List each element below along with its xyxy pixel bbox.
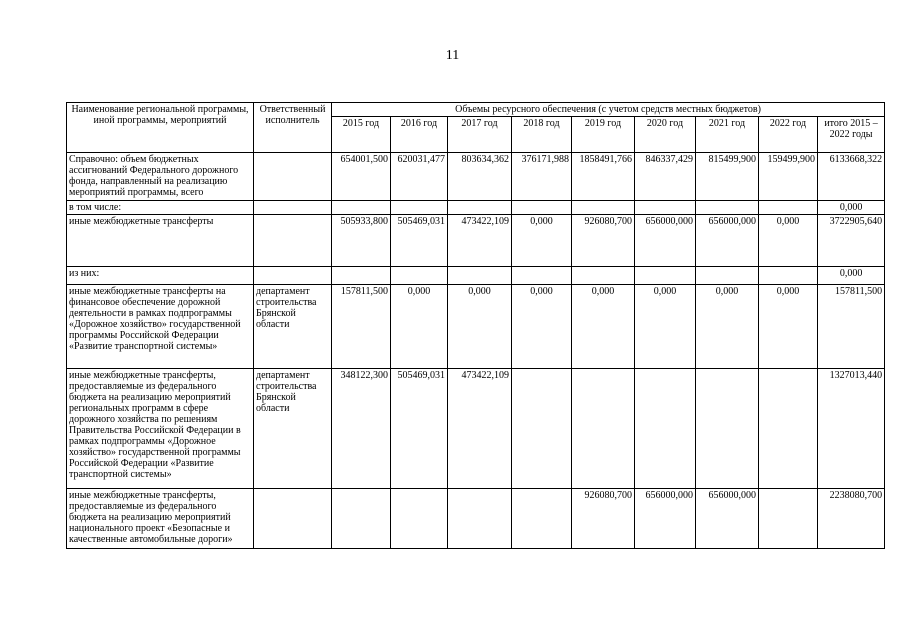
- row-name: Справочно: объем бюджетных ассигнований Федерального дорожного фонда, направленный на реализацию мероприятий программы, всего: [67, 153, 254, 201]
- row-value: 0,000: [512, 285, 572, 369]
- row-value: 656000,000: [635, 215, 696, 267]
- row-executor: [254, 153, 332, 201]
- row-executor: [254, 201, 332, 215]
- table-row: [67, 489, 885, 549]
- row-value: 1858491,766: [572, 153, 635, 201]
- row-executor: департамент строительства Брянской области: [254, 369, 332, 489]
- row-value: [448, 267, 512, 285]
- row-value: [635, 369, 696, 489]
- row-value: [391, 489, 448, 549]
- row-value: [512, 267, 572, 285]
- row-value: 473422,109: [448, 215, 512, 267]
- row-name: иные межбюджетные трансферты, предоставляемые из федерального бюджета на реализацию мероприятий национального проект «Безопасные и качественные автомобильные дороги»: [67, 489, 254, 549]
- table-row: [67, 285, 885, 369]
- row-value: 0,000: [572, 285, 635, 369]
- row-value: [332, 489, 391, 549]
- row-value: 0,000: [512, 215, 572, 267]
- row-value: [759, 201, 818, 215]
- header-year: 2022 год: [759, 117, 818, 153]
- row-total: 1327013,440: [818, 369, 885, 489]
- row-value: [572, 369, 635, 489]
- row-executor: [254, 489, 332, 549]
- row-total: 0,000: [818, 267, 885, 285]
- row-value: 926080,700: [572, 489, 635, 549]
- row-value: [696, 267, 759, 285]
- row-total: 157811,500: [818, 285, 885, 369]
- row-value: 0,000: [448, 285, 512, 369]
- row-value: [391, 267, 448, 285]
- row-value: [572, 267, 635, 285]
- row-name: иные межбюджетные трансферты на финансовое обеспечение дорожной деятельности в рамках подпрограммы «Дорожное хозяйство» государственной программы Российской Федерации «Развитие транспортной системы»: [67, 285, 254, 369]
- row-value: 0,000: [391, 285, 448, 369]
- row-value: 348122,300: [332, 369, 391, 489]
- row-value: [696, 201, 759, 215]
- table-row: [67, 369, 885, 489]
- row-value: 159499,900: [759, 153, 818, 201]
- header-year: 2019 год: [572, 117, 635, 153]
- table-row: [67, 153, 885, 201]
- header-volumes: Объемы ресурсного обеспечения (с учетом средств местных бюджетов): [332, 103, 885, 117]
- header-total: итого 2015 – 2022 годы: [818, 117, 885, 153]
- row-value: [635, 201, 696, 215]
- row-value: [512, 369, 572, 489]
- row-value: 656000,000: [635, 489, 696, 549]
- header-row-top: [67, 103, 885, 117]
- row-name: иные межбюджетные трансферты, предоставляемые из федерального бюджета на реализацию мероприятий региональных программ в сфере дорожного хозяйства по решениям Правительства Российской Федерации в рамках подпрограммы «Дорожное хозяйство» государственной программы Российской Федерации «Развитие транспортной системы»: [67, 369, 254, 489]
- row-value: 0,000: [696, 285, 759, 369]
- header-name: Наименование региональной программы, иной программы, мероприятий: [67, 103, 254, 153]
- row-name: в том числе:: [67, 201, 254, 215]
- row-value: 505933,800: [332, 215, 391, 267]
- page-number: 11: [445, 48, 460, 63]
- row-value: 157811,500: [332, 285, 391, 369]
- row-value: [696, 369, 759, 489]
- table-row: [67, 215, 885, 267]
- row-value: [635, 267, 696, 285]
- row-value: [759, 489, 818, 549]
- row-value: [332, 267, 391, 285]
- row-value: [759, 267, 818, 285]
- row-value: 656000,000: [696, 215, 759, 267]
- header-year: 2015 год: [332, 117, 391, 153]
- row-value: 815499,900: [696, 153, 759, 201]
- row-value: [572, 201, 635, 215]
- row-value: 0,000: [759, 215, 818, 267]
- row-value: 803634,362: [448, 153, 512, 201]
- row-value: 0,000: [759, 285, 818, 369]
- row-value: 656000,000: [696, 489, 759, 549]
- resource-table: [66, 102, 885, 549]
- header-executor: Ответственный исполнитель: [254, 103, 332, 153]
- row-value: 654001,500: [332, 153, 391, 201]
- row-value: [332, 201, 391, 215]
- row-total: 2238080,700: [818, 489, 885, 549]
- header-year: 2020 год: [635, 117, 696, 153]
- row-value: 473422,109: [448, 369, 512, 489]
- row-value: 505469,031: [391, 369, 448, 489]
- row-total: 6133668,322: [818, 153, 885, 201]
- header-year: 2017 год: [448, 117, 512, 153]
- row-value: 0,000: [635, 285, 696, 369]
- row-value: 505469,031: [391, 215, 448, 267]
- row-executor: департамент строительства Брянской области: [254, 285, 332, 369]
- header-year: 2021 год: [696, 117, 759, 153]
- table-row: [67, 267, 885, 285]
- row-total: 0,000: [818, 201, 885, 215]
- row-total: 3722905,640: [818, 215, 885, 267]
- row-executor: [254, 267, 332, 285]
- row-value: [512, 201, 572, 215]
- row-value: 376171,988: [512, 153, 572, 201]
- row-value: 926080,700: [572, 215, 635, 267]
- header-year: 2016 год: [391, 117, 448, 153]
- row-name: из них:: [67, 267, 254, 285]
- row-value: 846337,429: [635, 153, 696, 201]
- row-value: [512, 489, 572, 549]
- row-value: 620031,477: [391, 153, 448, 201]
- row-value: [759, 369, 818, 489]
- row-name: иные межбюджетные трансферты: [67, 215, 254, 267]
- row-value: [448, 489, 512, 549]
- row-executor: [254, 215, 332, 267]
- table-row: [67, 201, 885, 215]
- header-year: 2018 год: [512, 117, 572, 153]
- row-value: [391, 201, 448, 215]
- row-value: [448, 201, 512, 215]
